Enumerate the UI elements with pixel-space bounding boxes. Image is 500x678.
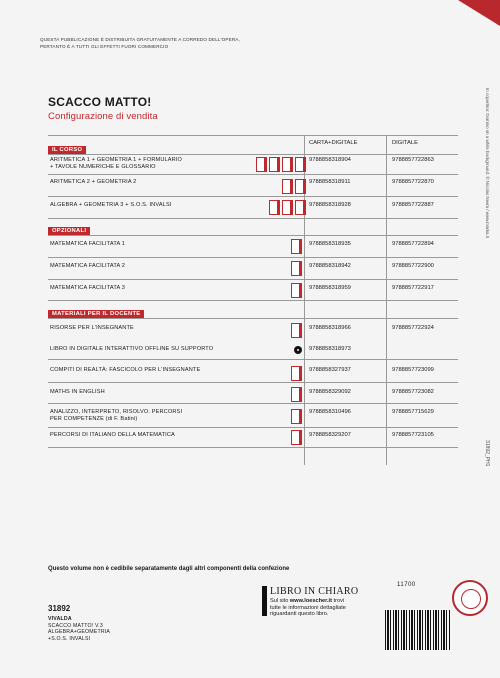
table-rule <box>48 318 458 319</box>
isbn-digitale: 9788857723105 <box>392 432 434 438</box>
barcode-icon <box>385 610 450 650</box>
distribution-notice-line: QUESTA PUBBLICAZIONE È DISTRIBUITA GRATUITAMENTE A CORREDO DELL'OPERA, <box>40 37 240 42</box>
isbn-digitale: 9788857722894 <box>392 241 434 247</box>
table-rule <box>48 427 458 428</box>
disc-icon <box>294 346 302 354</box>
table-rule <box>48 359 458 360</box>
price-code: 11700 <box>397 582 416 588</box>
side-code <box>484 440 490 480</box>
section-header-corso: IL CORSO <box>48 146 86 154</box>
isbn-digitale: 9788857722863 <box>392 157 434 163</box>
book-icon <box>282 200 293 215</box>
book-icon <box>295 157 306 172</box>
product-label: MATEMATICA FACILITATA 2 <box>50 263 126 269</box>
product-label-line: ARITMETICA 1 + GEOMETRIA 1 + FORMULARIO <box>50 157 183 163</box>
book-info-line: VIVALDA <box>48 616 72 622</box>
product-label: ARITMETICA 2 + GEOMETRIA 2 <box>50 179 137 185</box>
book-icons <box>291 430 302 445</box>
libro-in-chiaro-icon <box>262 586 267 616</box>
book-icon <box>291 283 302 298</box>
product-label-line: PER COMPETENZE (di F. Batini) <box>50 416 138 423</box>
product-label: MATHS IN ENGLISH <box>50 389 105 395</box>
barcode-area <box>385 600 450 660</box>
book-icons <box>269 200 306 215</box>
book-icon <box>269 157 280 172</box>
isbn-digitale: 9788857722887 <box>392 202 434 208</box>
table-rule <box>48 154 458 155</box>
isbn-carta-digitale: 9788858318928 <box>309 202 351 208</box>
book-info-line: ALGEBRA+GEOMETRIA <box>48 629 111 635</box>
isbn-digitale: 9788857722917 <box>392 285 434 291</box>
book-info-line: +S.O.S. INVALSI <box>48 635 91 642</box>
table-rule <box>48 218 458 219</box>
book-icon <box>291 430 302 445</box>
isbn-carta-digitale: 9788858318959 <box>309 285 351 291</box>
libro-in-chiaro-line: Sul sito <box>270 598 290 604</box>
isbn-carta-digitale: 9788858318966 <box>309 325 351 331</box>
isbn-digitale: 9788857715629 <box>392 409 434 415</box>
book-icons <box>291 261 302 276</box>
book-icon <box>282 179 293 194</box>
product-label: COMPITI DI REALTÀ: FASCICOLO PER L'INSEGNANTE <box>50 367 201 373</box>
table-rule <box>48 447 458 448</box>
libro-in-chiaro-heading: LIBRO IN CHIARO <box>270 586 359 597</box>
book-info <box>48 616 110 642</box>
side-code-text: 31892_PH1 <box>484 440 490 467</box>
book-icons <box>291 283 302 298</box>
isbn-carta-digitale: 9788858327937 <box>309 367 351 373</box>
book-icon <box>295 179 306 194</box>
book-icon <box>295 200 306 215</box>
table-rule <box>48 196 458 197</box>
isbn-carta-digitale: 9788858318904 <box>309 157 351 163</box>
book-icon <box>291 387 302 402</box>
book-icon <box>256 157 267 172</box>
column-header-digitale: DIGITALE <box>392 140 418 146</box>
book-icons <box>291 387 302 402</box>
table-rule <box>48 257 458 258</box>
isbn-carta-digitale: 9788858318911 <box>309 179 351 185</box>
isbn-digitale: 9788857722870 <box>392 179 434 185</box>
page-title: SCACCO MATTO! <box>48 95 152 109</box>
book-info-line: SCACCO MATTO! V.3 <box>48 622 103 629</box>
product-label: RISORSE PER L'INSEGNANTE <box>50 325 134 331</box>
section-header-docente: MATERIALI PER IL DOCENTE <box>48 310 144 318</box>
book-icons <box>256 157 306 172</box>
isbn-carta-digitale: 9788858329207 <box>309 432 351 438</box>
isbn-carta-digitale: 9788858318973 <box>309 346 351 352</box>
book-icons <box>291 239 302 254</box>
product-label: ALGEBRA + GEOMETRIA 3 + S.O.S. INVALSI <box>50 202 172 208</box>
isbn-carta-digitale: 9788858318942 <box>309 263 351 269</box>
loescher-seal-icon <box>452 580 488 616</box>
book-icon <box>282 157 293 172</box>
corner-decoration <box>458 0 500 26</box>
product-label-line: + TAVOLE NUMERICHE E GLOSSARIO <box>50 164 156 171</box>
libro-in-chiaro-line: riguardanti questo libro. <box>270 611 329 618</box>
isbn-carta-digitale: 9788858329092 <box>309 389 351 395</box>
page-subtitle: Configurazione di vendita <box>48 111 158 122</box>
distribution-notice <box>40 37 240 50</box>
book-code: 31892 <box>48 604 71 613</box>
loescher-link[interactable]: www.loescher.it <box>289 598 332 604</box>
product-label: MATEMATICA FACILITATA 3 <box>50 285 126 291</box>
product-label <box>50 409 182 424</box>
book-icon <box>291 366 302 381</box>
book-icon <box>291 323 302 338</box>
book-icon <box>291 409 302 424</box>
book-icon <box>269 200 280 215</box>
isbn-carta-digitale: 9788858310496 <box>309 409 351 415</box>
book-icons <box>291 323 302 338</box>
table-rule <box>48 300 458 301</box>
table-rule <box>48 174 458 175</box>
book-icons <box>282 179 306 194</box>
book-icons <box>291 366 302 381</box>
sale-notice: Questo volume non è cedibile separatamente dagli altri componenti della confezione <box>48 566 290 572</box>
libro-in-chiaro-box <box>262 586 370 616</box>
product-label-line: ANALIZZO, INTERPRETO, RISOLVO. PERCORSI <box>50 409 183 415</box>
product-label: PERCORSI DI ITALIANO DELLA MATEMATICA <box>50 432 175 438</box>
cover-credit <box>484 88 490 298</box>
isbn-carta-digitale: 9788858318935 <box>309 241 351 247</box>
product-label <box>50 157 182 172</box>
libro-in-chiaro-line: trovi <box>331 598 345 604</box>
table-rule <box>48 235 458 236</box>
table-rule <box>48 135 458 136</box>
table-rule <box>48 279 458 280</box>
table-rule <box>48 382 458 383</box>
table-rule <box>48 403 458 404</box>
isbn-digitale: 9788857723099 <box>392 367 434 373</box>
libro-in-chiaro-line: tutte le informazioni dettagliate <box>270 604 346 611</box>
book-icon <box>291 261 302 276</box>
column-header-carta-digitale: CARTA+DIGITALE <box>309 140 358 146</box>
product-label: LIBRO IN DIGITALE INTERATTIVO OFFLINE SU SUPPORTO <box>50 346 214 352</box>
product-label: MATEMATICA FACILITATA 1 <box>50 241 126 247</box>
libro-in-chiaro-text <box>270 598 346 618</box>
section-header-opzionali: OPZIONALI <box>48 227 90 235</box>
distribution-notice-line: PERTANTO È A TUTTI GLI EFFETTI FUORI COMMERCIO <box>40 43 169 49</box>
isbn-digitale: 9788857722900 <box>392 263 434 269</box>
book-icon <box>291 239 302 254</box>
cover-credit-text: In copertina: Domino on a white background. © Nicolas Nevra / www.marka.it <box>485 88 490 238</box>
isbn-digitale: 9788857722924 <box>392 325 434 331</box>
isbn-digitale: 9788857723082 <box>392 389 434 395</box>
book-icons <box>291 409 302 424</box>
